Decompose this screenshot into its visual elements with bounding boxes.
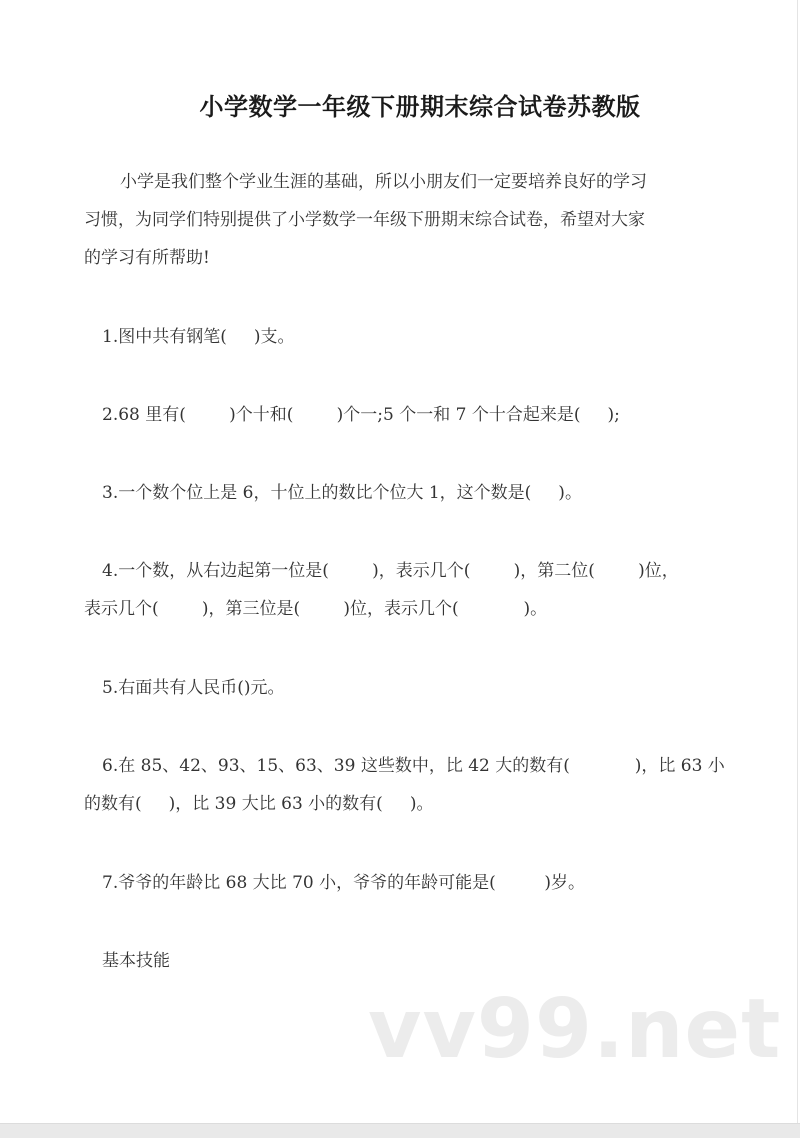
section-heading-basic-skills: 基本技能 bbox=[102, 951, 170, 971]
intro-line-2: 习惯，为同学们特别提供了小学数学一年级下册期末综合试卷，希望对大家 bbox=[84, 210, 645, 230]
question-4-line-1: 4.一个数，从右边起第一位是( )，表示几个( )，第二位( )位， bbox=[102, 561, 679, 581]
question-4-line-2: 表示几个( )，第三位是( )位，表示几个( )。 bbox=[84, 599, 548, 619]
intro-line-1: 小学是我们整个学业生涯的基础，所以小朋友们一定要培养良好的学习 bbox=[120, 172, 647, 192]
question-6-line-2: 的数有( )，比 39 大比 63 小的数有( )。 bbox=[84, 794, 434, 814]
watermark: vv99.net bbox=[368, 982, 782, 1077]
question-1: 1.图中共有钢笔( )支。 bbox=[102, 327, 295, 347]
question-6-line-1: 6.在 85、42、93、15、63、39 这些数中，比 42 大的数有( )，比 63 小 bbox=[102, 756, 725, 776]
question-3: 3.一个数个位上是 6，十位上的数比个位大 1，这个数是( )。 bbox=[102, 483, 582, 503]
question-2: 2.68 里有( )个十和( )个一;5 个一和 7 个十合起来是( ); bbox=[102, 405, 620, 425]
document-title: 小学数学一年级下册期末综合试卷苏教版 bbox=[199, 93, 641, 121]
question-5: 5.右面共有人民币()元。 bbox=[102, 678, 285, 698]
question-7: 7.爷爷的年龄比 68 大比 70 小，爷爷的年龄可能是( )岁。 bbox=[102, 873, 585, 893]
intro-line-3: 的学习有所帮助! bbox=[84, 248, 210, 268]
page-bottom-edge bbox=[0, 1123, 800, 1138]
